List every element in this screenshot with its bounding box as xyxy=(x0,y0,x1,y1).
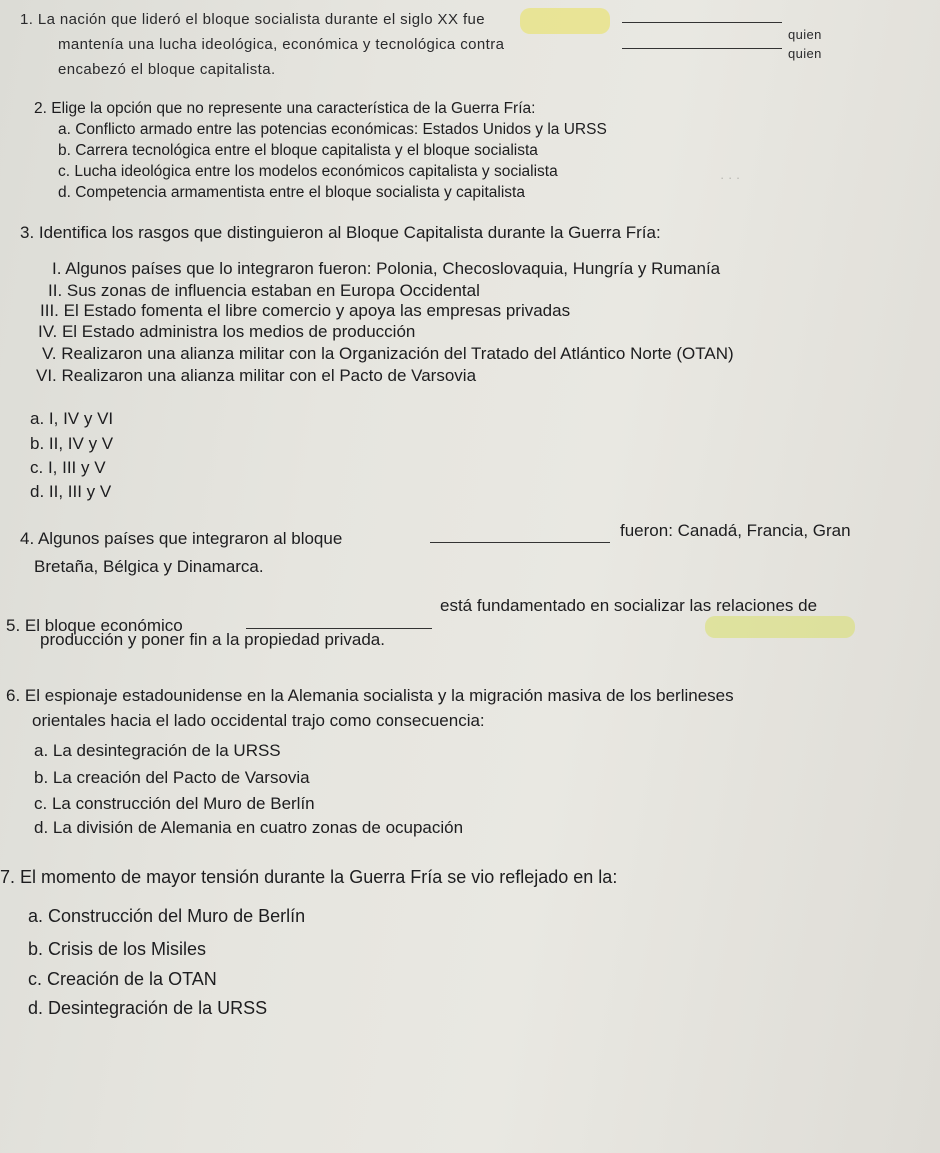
q1-blank-2[interactable] xyxy=(622,48,782,49)
q3-option-c: c. I, III y V xyxy=(30,458,106,477)
q5-part2: está fundamentado en socializar las relaciones de xyxy=(440,596,818,615)
q2-stem: 2. Elige la opción que no represente una característica de la Guerra Fría: xyxy=(34,100,536,117)
q3-item-4: IV. El Estado administra los medios de producción xyxy=(38,322,416,341)
q3-item-1: I. Algunos países que lo integraron fueron: Polonia, Checoslovaquia, Hungría y Rumanía xyxy=(52,259,721,278)
q3-stem: 3. Identifica los rasgos que distinguieron al Bloque Capitalista durante la Guerra Fría: xyxy=(20,223,661,242)
q1-suffix1: quien xyxy=(788,27,822,42)
q6-line2: orientales hacia el lado occidental trajo como consecuencia: xyxy=(32,711,485,730)
q1-line3: encabezó el bloque capitalista. xyxy=(58,61,276,78)
q3-item-3: III. El Estado fomenta el libre comercio y apoya las empresas privadas xyxy=(40,301,571,320)
q2-option-a: a. Conflicto armado entre las potencias económicas: Estados Unidos y la URSS xyxy=(58,121,607,138)
q7-option-b: b. Crisis de los Misiles xyxy=(28,939,207,959)
q1-suffix2: quien xyxy=(788,46,822,61)
q4-line2: Bretaña, Bélgica y Dinamarca. xyxy=(34,557,264,576)
q4-part2: fueron: Canadá, Francia, Gran xyxy=(620,521,851,540)
q5-line2: producción y poner fin a la propiedad privada. xyxy=(40,630,385,649)
q5-blank[interactable] xyxy=(246,628,432,629)
q6-option-c: c. La construcción del Muro de Berlín xyxy=(34,794,315,813)
q1-line1: 1. La nación que lideró el bloque socialista durante el siglo XX fue xyxy=(20,11,485,28)
q7-option-c: c. Creación de la OTAN xyxy=(28,969,217,989)
q2-option-c: c. Lucha ideológica entre los modelos económicos capitalista y socialista xyxy=(58,163,558,180)
q1-blank-1[interactable] xyxy=(622,22,782,23)
q2-option-d: d. Competencia armamentista entre el bloque socialista y capitalista xyxy=(58,184,525,201)
q6-option-d: d. La división de Alemania en cuatro zonas de ocupación xyxy=(34,818,464,837)
highlighter-mark xyxy=(705,616,855,638)
q3-item-5: V. Realizaron una alianza militar con la Organización del Tratado del Atlántico Norte (OTAN) xyxy=(42,344,734,363)
q5-part1: 5. El bloque económico xyxy=(6,616,183,635)
q3-option-b: b. II, IV y V xyxy=(30,434,114,453)
q6-line1: 6. El espionaje estadounidense en la Alemania socialista y la migración masiva de los berlineses xyxy=(6,686,734,705)
q7-option-d: d. Desintegración de la URSS xyxy=(28,998,268,1018)
q3-item-6: VI. Realizaron una alianza militar con el Pacto de Varsovia xyxy=(36,366,477,385)
q3-option-d: d. II, III y V xyxy=(30,482,112,501)
q2-option-b: b. Carrera tecnológica entre el bloque capitalista y el bloque socialista xyxy=(58,142,538,159)
bleed-through-text: · · · xyxy=(720,170,741,185)
q7-stem: 7. El momento de mayor tensión durante la Guerra Fría se vio reflejado en la: xyxy=(0,867,618,887)
highlighter-mark xyxy=(520,8,610,34)
q1-line2: mantenía una lucha ideológica, económica y tecnológica contra xyxy=(58,36,505,53)
q4-blank[interactable] xyxy=(430,542,610,543)
q6-option-a: a. La desintegración de la URSS xyxy=(34,741,281,760)
q6-option-b: b. La creación del Pacto de Varsovia xyxy=(34,768,310,787)
q7-option-a: a. Construcción del Muro de Berlín xyxy=(28,906,306,926)
q3-item-2: II. Sus zonas de influencia estaban en Europa Occidental xyxy=(48,281,480,300)
q3-option-a: a. I, IV y VI xyxy=(30,409,114,428)
q4-part1: 4. Algunos países que integraron al bloque xyxy=(20,529,343,548)
